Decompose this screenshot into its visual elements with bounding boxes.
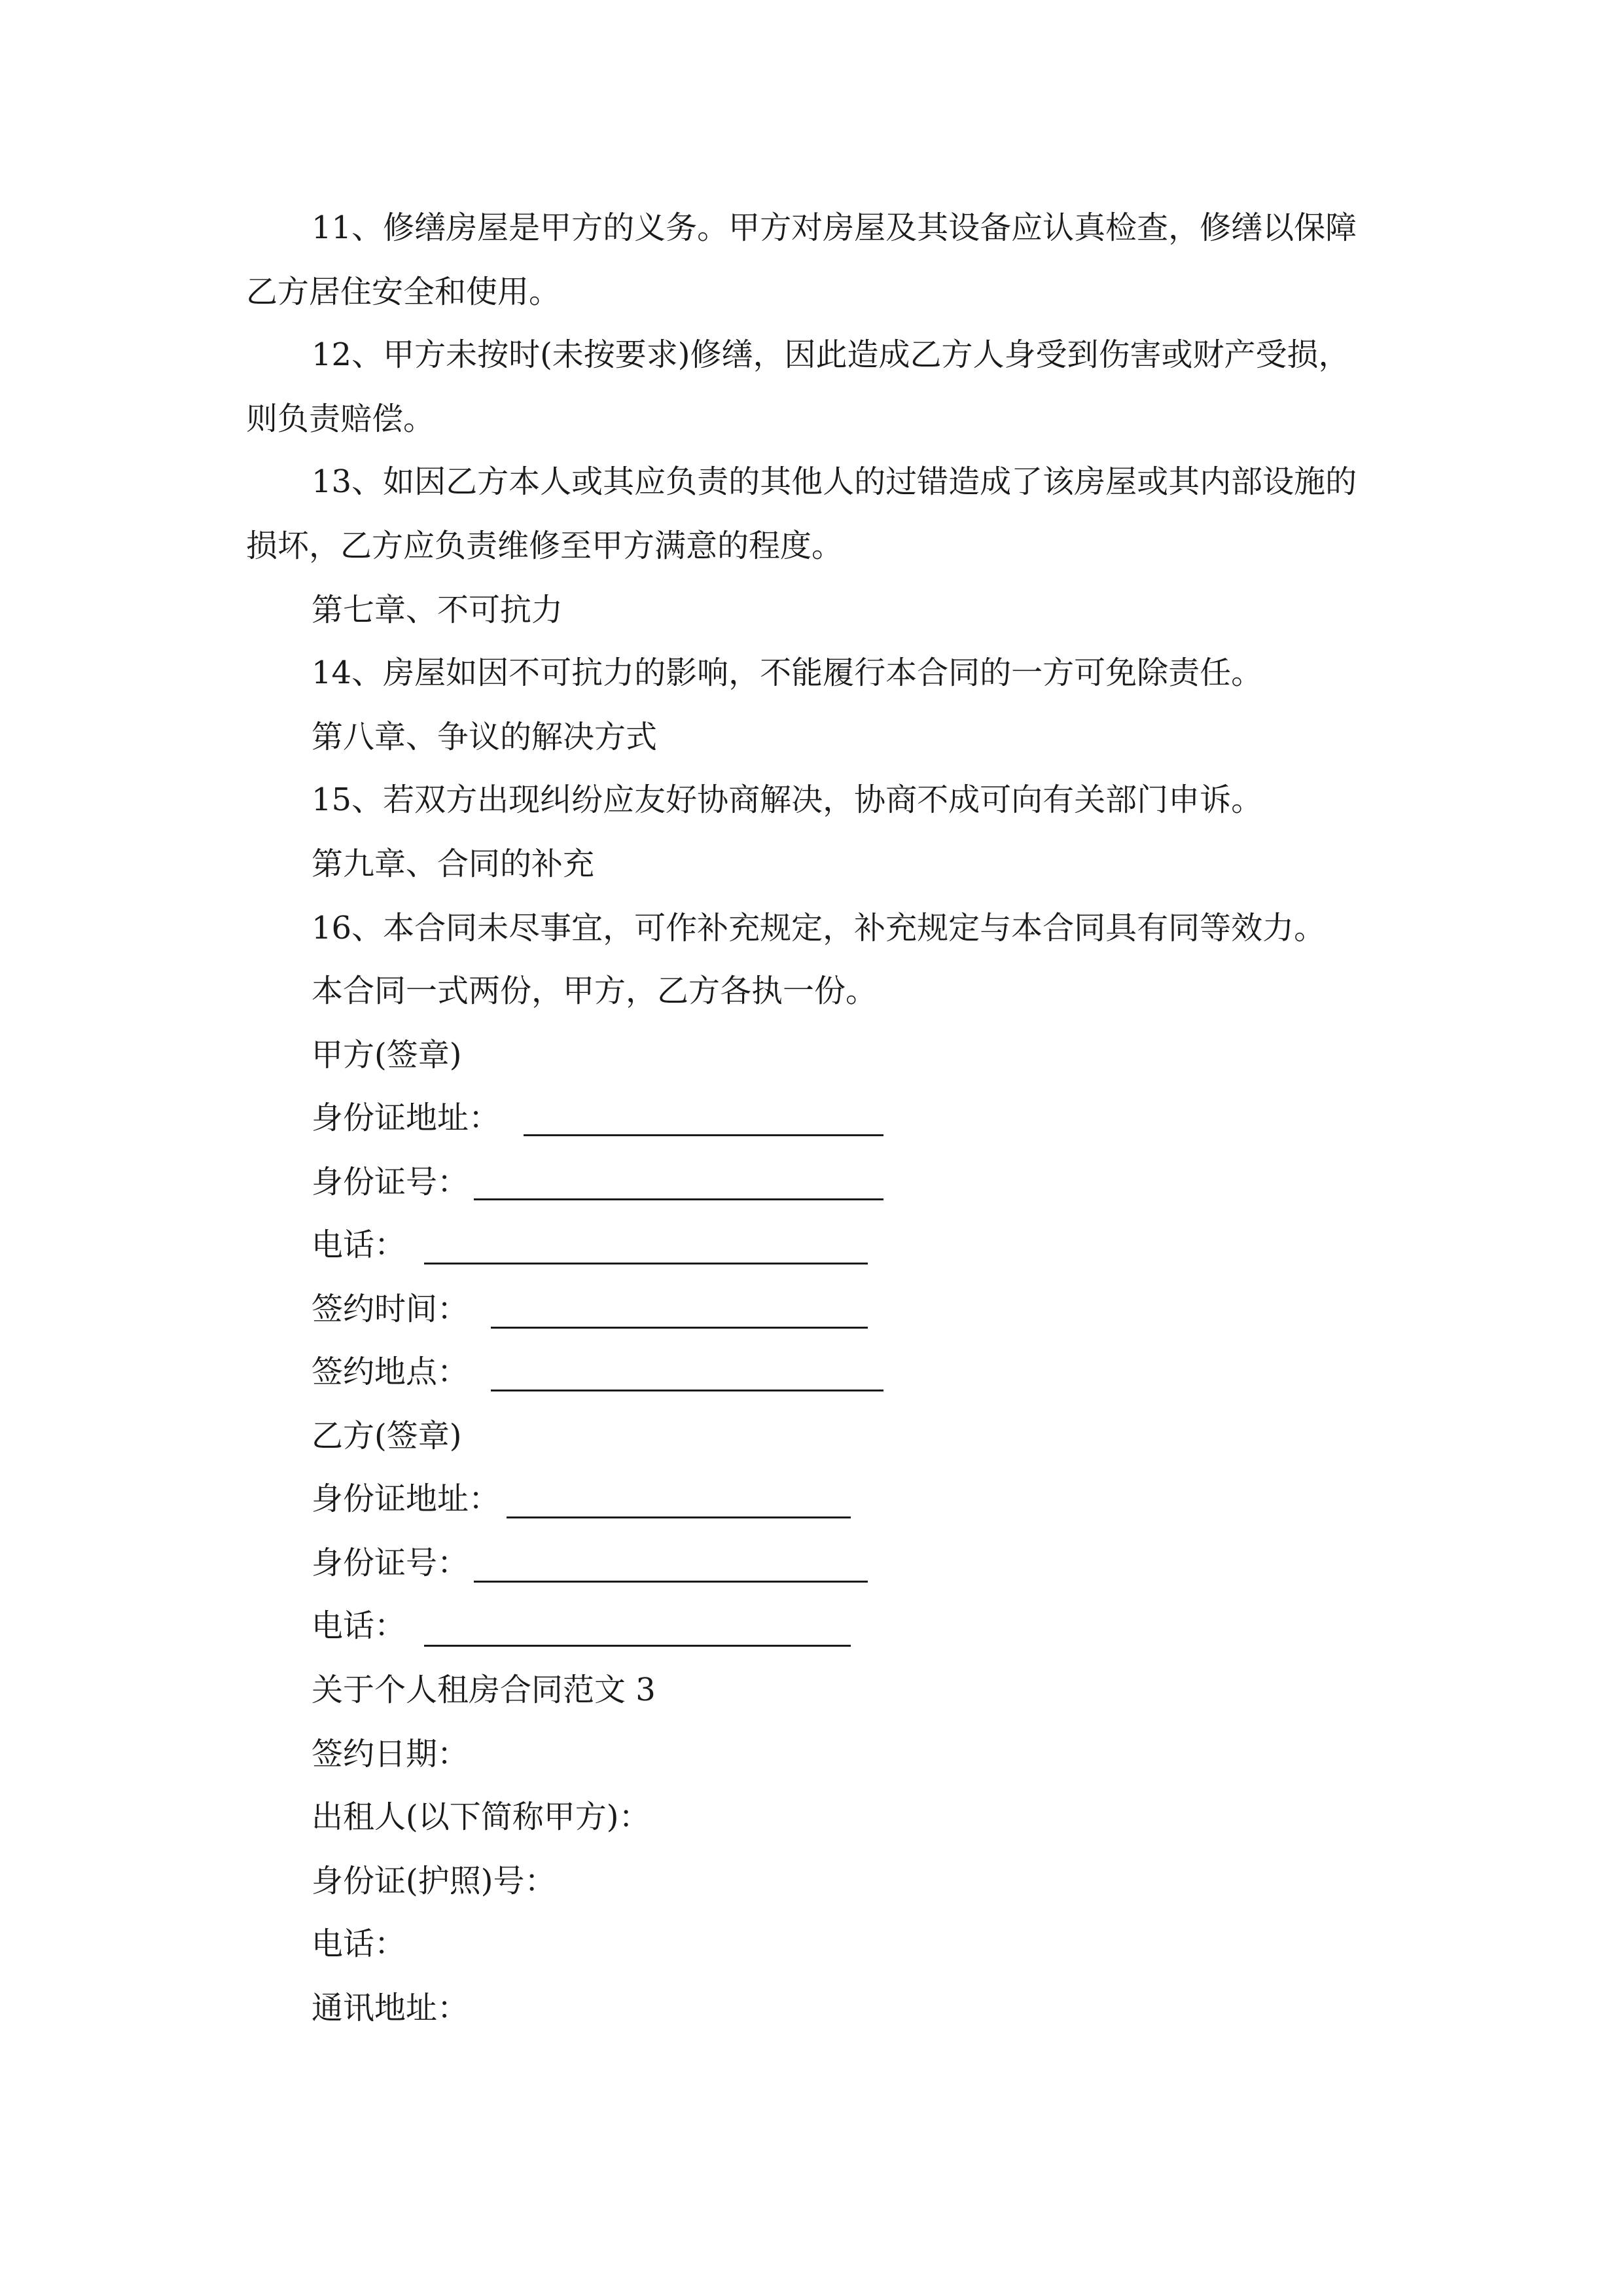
- party-b-phone-field[interactable]: [424, 1645, 851, 1647]
- contract-3-id-passport-label: 身份证(护照)号：: [312, 1863, 556, 1899]
- clause-11-line-2: 乙方居住安全和使用。: [246, 274, 561, 310]
- party-b-id-address-label: 身份证地址：: [312, 1480, 501, 1517]
- clause-12-line-2: 则负责赔偿。: [246, 401, 435, 437]
- party-a-title: 甲方(签章): [312, 1037, 462, 1073]
- contract-3-lessor-label: 出租人(以下简称甲方)：: [312, 1799, 651, 1835]
- party-b-id-address-field[interactable]: [507, 1516, 851, 1518]
- party-a-id-number-field[interactable]: [474, 1198, 883, 1200]
- copies-statement: 本合同一式两份，甲方，乙方各执一份。: [312, 973, 878, 1009]
- chapter-8-heading: 第八章、争议的解决方式: [312, 719, 658, 755]
- party-b-id-number-label: 身份证号：: [312, 1545, 469, 1581]
- party-a-phone-label: 电话：: [312, 1227, 406, 1263]
- party-a-sign-time-field[interactable]: [491, 1327, 868, 1329]
- party-a-sign-place-field[interactable]: [491, 1390, 883, 1391]
- party-a-sign-time-label: 签约时间：: [312, 1291, 469, 1327]
- party-b-phone-label: 电话：: [312, 1607, 406, 1644]
- party-a-id-address-field[interactable]: [524, 1134, 883, 1136]
- contract-3-sign-date-label: 签约日期：: [312, 1736, 469, 1772]
- party-a-id-number-label: 身份证号：: [312, 1164, 469, 1200]
- clause-16: 16、本合同未尽事宜，可作补充规定，补充规定与本合同具有同等效力。: [312, 910, 1326, 946]
- chapter-7-heading: 第七章、不可抗力: [312, 592, 563, 628]
- chapter-9-heading: 第九章、合同的补充: [312, 846, 595, 882]
- party-a-phone-field[interactable]: [424, 1263, 868, 1265]
- party-b-id-number-field[interactable]: [474, 1581, 868, 1583]
- party-a-id-address-label: 身份证地址：: [312, 1100, 501, 1136]
- contract-3-phone-label: 电话：: [312, 1926, 406, 1962]
- party-a-sign-place-label: 签约地点：: [312, 1354, 469, 1390]
- contract-3-mail-address-label: 通讯地址：: [312, 1990, 469, 2026]
- clause-13-line-1: 13、如因乙方本人或其应负责的其他人的过错造成了该房屋或其内部设施的: [312, 463, 1357, 500]
- contract-3-heading: 关于个人租房合同范文 3: [312, 1672, 656, 1708]
- party-b-title: 乙方(签章): [312, 1418, 462, 1454]
- clause-14: 14、房屋如因不可抗力的影响，不能履行本合同的一方可免除责任。: [312, 655, 1263, 691]
- clause-11-line-1: 11、修缮房屋是甲方的义务。甲方对房屋及其设备应认真检查，修缮以保障: [312, 209, 1357, 246]
- clause-13-line-2: 损坏，乙方应负责维修至甲方满意的程度。: [246, 528, 844, 564]
- clause-12-line-1: 12、甲方未按时(未按要求)修缮，因此造成乙方人身受到伤害或财产受损，: [312, 336, 1350, 373]
- clause-15: 15、若双方出现纠纷应友好协商解决，协商不成可向有关部门申诉。: [312, 781, 1263, 818]
